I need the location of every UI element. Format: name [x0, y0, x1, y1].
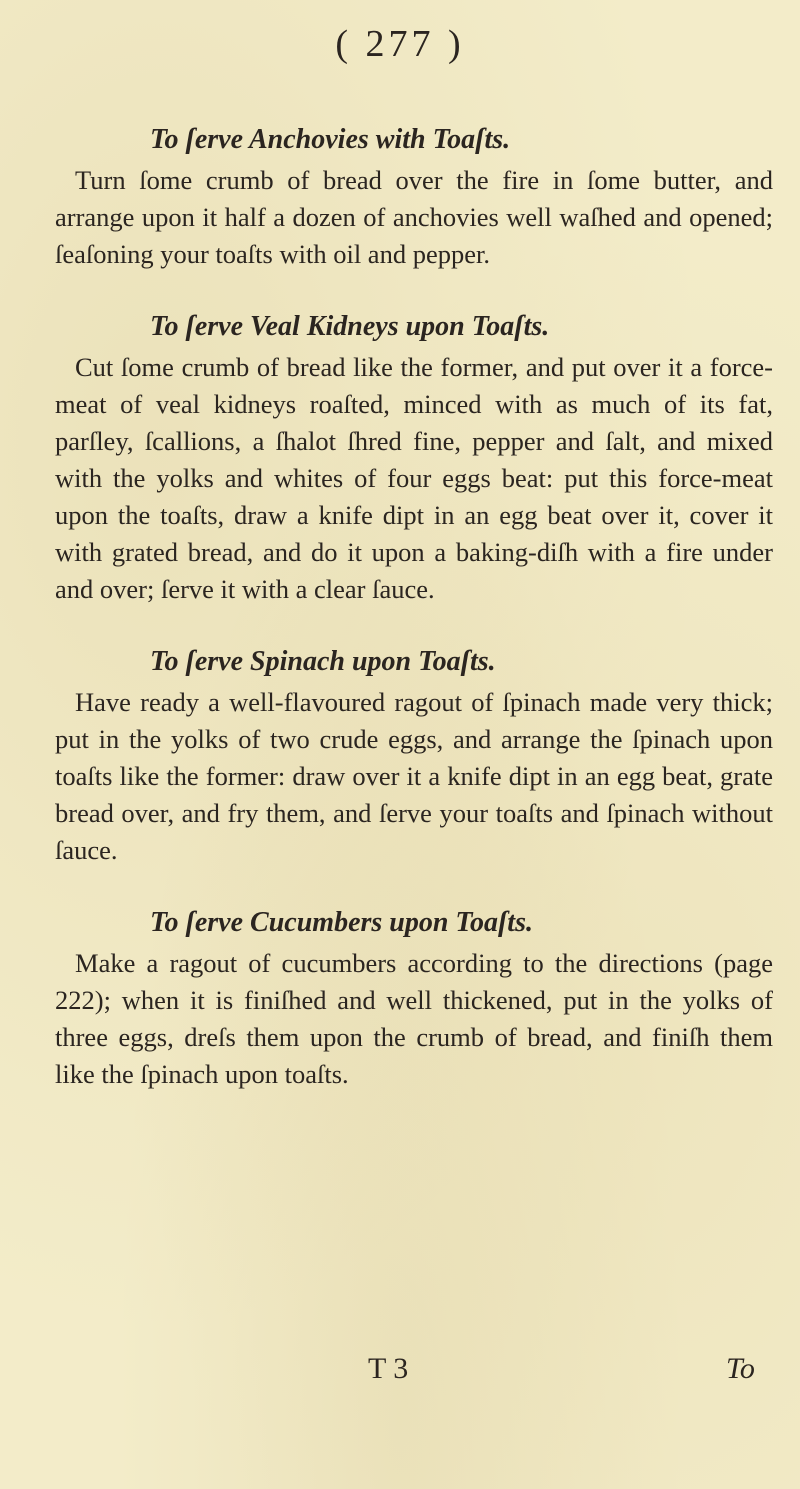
recipe-body: Make a ragout of cucumbers according to the directions (page 222); when it is finiſhed and well thickened, put in the yolks of three eggs, dreſs them upon the crumb of bread, and finiſh them like the ſpinach upon toaſts. — [55, 948, 773, 1089]
page-content — [55, 120, 773, 1127]
recipe-body: Have ready a well-flavoured ragout of ſpinach made very thick; put in the yolks of two crude eggs, and arrange the ſpinach upon toaſts like the former: draw over it a knife dipt in an egg beat, grate bread over, and fry them, and ſerve your toaſts and ſpinach without ſauce. — [55, 687, 773, 865]
signature-mark: T 3 — [368, 1352, 409, 1385]
recipe-title: To ſerve Cucumbers upon Toaſts. — [150, 907, 533, 938]
page-number: ( 277 ) — [335, 23, 465, 65]
recipe-title: To ſerve Spinach upon Toaſts. — [150, 646, 496, 677]
page-footer — [0, 1352, 800, 1392]
recipe-title: To ſerve Anchovies with Toaſts. — [150, 124, 511, 155]
recipe-anchovies — [55, 120, 773, 273]
recipe-body: Turn ſome crumb of bread over the fire in ſome butter, and arrange upon it half a dozen of anchovies well waſhed and opened; ſeaſoning your toaſts with oil and pepper. — [55, 165, 773, 269]
recipe-spinach — [55, 642, 773, 869]
recipe-veal-kidneys — [55, 307, 773, 608]
recipe-title: To ſerve Veal Kidneys upon Toaſts. — [150, 311, 550, 342]
recipe-cucumbers — [55, 903, 773, 1093]
recipe-body: Cut ſome crumb of bread like the former, and put over it a force-meat of veal kidneys roaſted, minced with as much of its fat, parſley, ſcallions, a ſhalot ſhred fine, pepper and ſalt, and mixed with the yolks and whites of four eggs beat: put this force-meat upon the toaſts, draw a knife dipt in an egg beat over it, cover it with grated bread, and do it upon a baking-diſh with a fire under and over; ſerve it with a clear ſauce. — [55, 352, 773, 604]
catchword: To — [726, 1352, 755, 1385]
